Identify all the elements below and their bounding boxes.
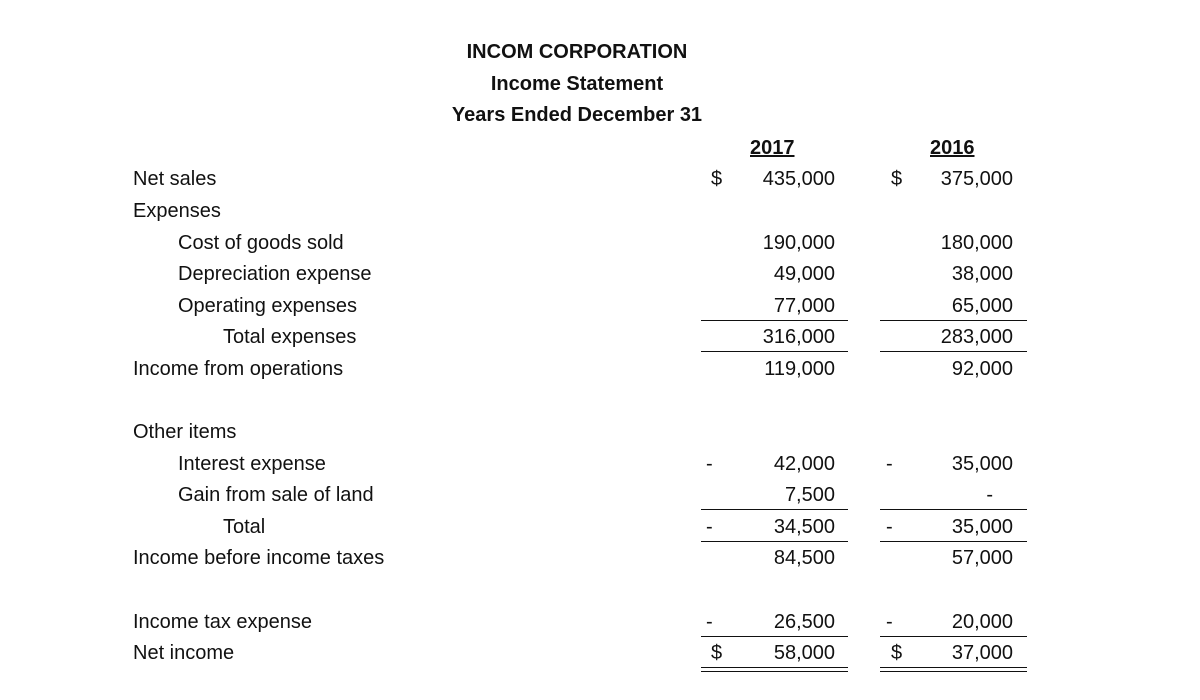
subtotal-rule xyxy=(701,509,848,510)
company-name: INCOM CORPORATION xyxy=(466,41,688,63)
subtotal-rule xyxy=(880,541,1027,542)
value-net-sales-2016: 375,000 xyxy=(940,168,1013,190)
row-label-net-sales: Net sales xyxy=(133,168,217,190)
value-interest-2017: 42,000 xyxy=(773,453,835,475)
value-net-income-2016: 37,000 xyxy=(951,642,1013,664)
subtotal-rule xyxy=(880,320,1027,321)
dollar-sign: $ xyxy=(891,168,903,190)
minus-sign: - xyxy=(706,611,713,633)
value-operating-2017: 77,000 xyxy=(773,295,835,317)
statement-period: Years Ended December 31 xyxy=(451,104,703,126)
dollar-sign: $ xyxy=(711,642,723,664)
row-label-income-ops: Income from operations xyxy=(133,358,344,380)
subtotal-rule xyxy=(880,509,1027,510)
subtotal-rule xyxy=(701,541,848,542)
double-total-rule xyxy=(701,667,848,672)
row-label-operating: Operating expenses xyxy=(178,295,358,317)
value-gain-land-2016: - xyxy=(986,484,993,506)
value-depreciation-2016: 38,000 xyxy=(951,263,1013,285)
value-total-expenses-2016: 283,000 xyxy=(940,326,1013,348)
value-cogs-2016: 180,000 xyxy=(940,232,1013,254)
row-label-income-before-tax: Income before income taxes xyxy=(133,547,385,569)
double-total-rule xyxy=(880,667,1027,672)
row-label-net-income: Net income xyxy=(133,642,235,664)
value-total-other-2017: 34,500 xyxy=(773,516,835,538)
subtotal-rule xyxy=(701,636,848,637)
row-label-gain-land: Gain from sale of land xyxy=(178,484,374,506)
column-header-2016: 2016 xyxy=(930,137,975,159)
minus-sign: - xyxy=(706,516,713,538)
subtotal-rule xyxy=(880,351,1027,352)
row-label-interest: Interest expense xyxy=(178,453,326,475)
value-tax-2017: 26,500 xyxy=(773,611,835,633)
row-label-expenses: Expenses xyxy=(133,200,221,222)
subtotal-rule xyxy=(880,636,1027,637)
minus-sign: - xyxy=(886,453,893,475)
row-label-total-other: Total xyxy=(223,516,266,538)
value-net-income-2017: 58,000 xyxy=(773,642,835,664)
statement-title: Income Statement xyxy=(490,73,664,95)
dollar-sign: $ xyxy=(711,168,723,190)
value-income-ops-2016: 92,000 xyxy=(951,358,1013,380)
column-header-2017: 2017 xyxy=(750,137,795,159)
value-operating-2016: 65,000 xyxy=(951,295,1013,317)
value-net-sales-2017: 435,000 xyxy=(762,168,835,190)
value-cogs-2017: 190,000 xyxy=(762,232,835,254)
value-interest-2016: 35,000 xyxy=(951,453,1013,475)
row-label-tax: Income tax expense xyxy=(133,611,312,633)
minus-sign: - xyxy=(706,453,713,475)
row-label-cogs: Cost of goods sold xyxy=(178,232,344,254)
value-income-before-tax-2016: 57,000 xyxy=(951,547,1013,569)
dollar-sign: $ xyxy=(891,642,903,664)
value-total-other-2016: 35,000 xyxy=(951,516,1013,538)
row-label-other-items: Other items xyxy=(133,421,237,443)
minus-sign: - xyxy=(886,611,893,633)
row-label-depreciation: Depreciation expense xyxy=(178,263,372,285)
subtotal-rule xyxy=(701,351,848,352)
subtotal-rule xyxy=(701,320,848,321)
value-income-ops-2017: 119,000 xyxy=(764,358,835,380)
row-label-total-expenses: Total expenses xyxy=(223,326,357,348)
value-tax-2016: 20,000 xyxy=(951,611,1013,633)
value-income-before-tax-2017: 84,500 xyxy=(773,547,835,569)
value-gain-land-2017: 7,500 xyxy=(784,484,835,506)
minus-sign: - xyxy=(886,516,893,538)
value-depreciation-2017: 49,000 xyxy=(773,263,835,285)
value-total-expenses-2017: 316,000 xyxy=(762,326,835,348)
